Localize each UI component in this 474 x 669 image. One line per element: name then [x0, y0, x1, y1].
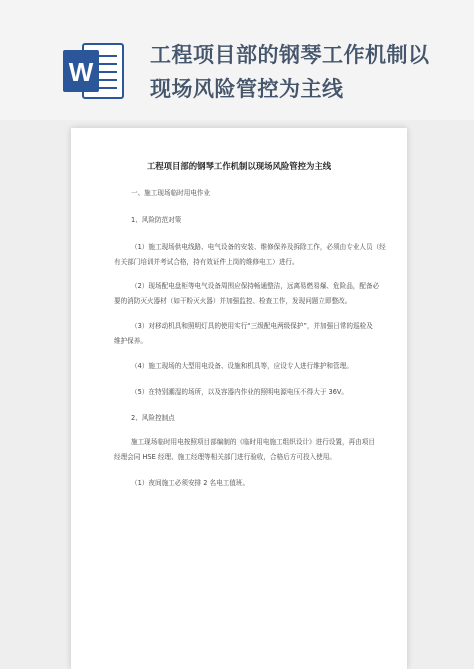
subsection-heading: 1、风险防范对策: [131, 216, 182, 224]
paragraph-line: （5）在特别潮湿的场所，以及容器内作业的照明电源电压不得大于 36V。: [131, 388, 349, 396]
word-logo-letter: W: [68, 57, 94, 87]
paragraph-line: 施工现场临时用电按照项目部编制的《临时用电施工组织设计》进行设置，再由项目: [131, 438, 375, 446]
paragraph-line: 要的消防灭火器材（如干粉灭火器）并加强监控、检查工作，发现问题立即整改。: [114, 297, 352, 305]
paragraph-line: （1）施工现场供电线路、电气设备的安装、维修保养及拆除工作，必须由专业人员（经: [131, 243, 386, 251]
headline-line-1: 工程项目部的钢琴工作机制以: [150, 43, 430, 67]
word-document-icon: [63, 40, 125, 102]
document-title: 工程项目部的钢琴工作机制以现场风险管控为主线: [146, 161, 332, 171]
paragraph-line: （4）施工现场的大型用电设备、设施和机具等，应设专人进行维护和管理。: [131, 362, 353, 370]
section-heading: 一、施工现场临时用电作业: [131, 189, 211, 197]
subsection-heading: 2、风险控制点: [131, 414, 175, 422]
paragraph-line: 有关部门培训并考试合格，持有效证件上岗的维修电工）进行。: [114, 258, 299, 266]
document-page: [71, 128, 407, 669]
paragraph-line: 维护保养。: [114, 337, 147, 345]
paragraph-line: （2）现场配电盘柜等电气设备周围应保持畅通整洁，远离易燃易爆、危险品，配备必: [131, 282, 380, 290]
paragraph-line: （3）对移动机具和照明灯具的使用实行“三级配电两级保护”，并加强日常的巡检及: [131, 322, 373, 330]
paragraph-line: 经理会同 HSE 经理、施工经理等相关部门进行验收，合格后方可投入使用。: [114, 453, 336, 461]
headline-line-2: 现场风险管控为主线: [150, 77, 344, 101]
paragraph-line: （1）夜间施工必须安排 2 名电工值班。: [131, 479, 250, 487]
page-headline: [150, 38, 470, 106]
